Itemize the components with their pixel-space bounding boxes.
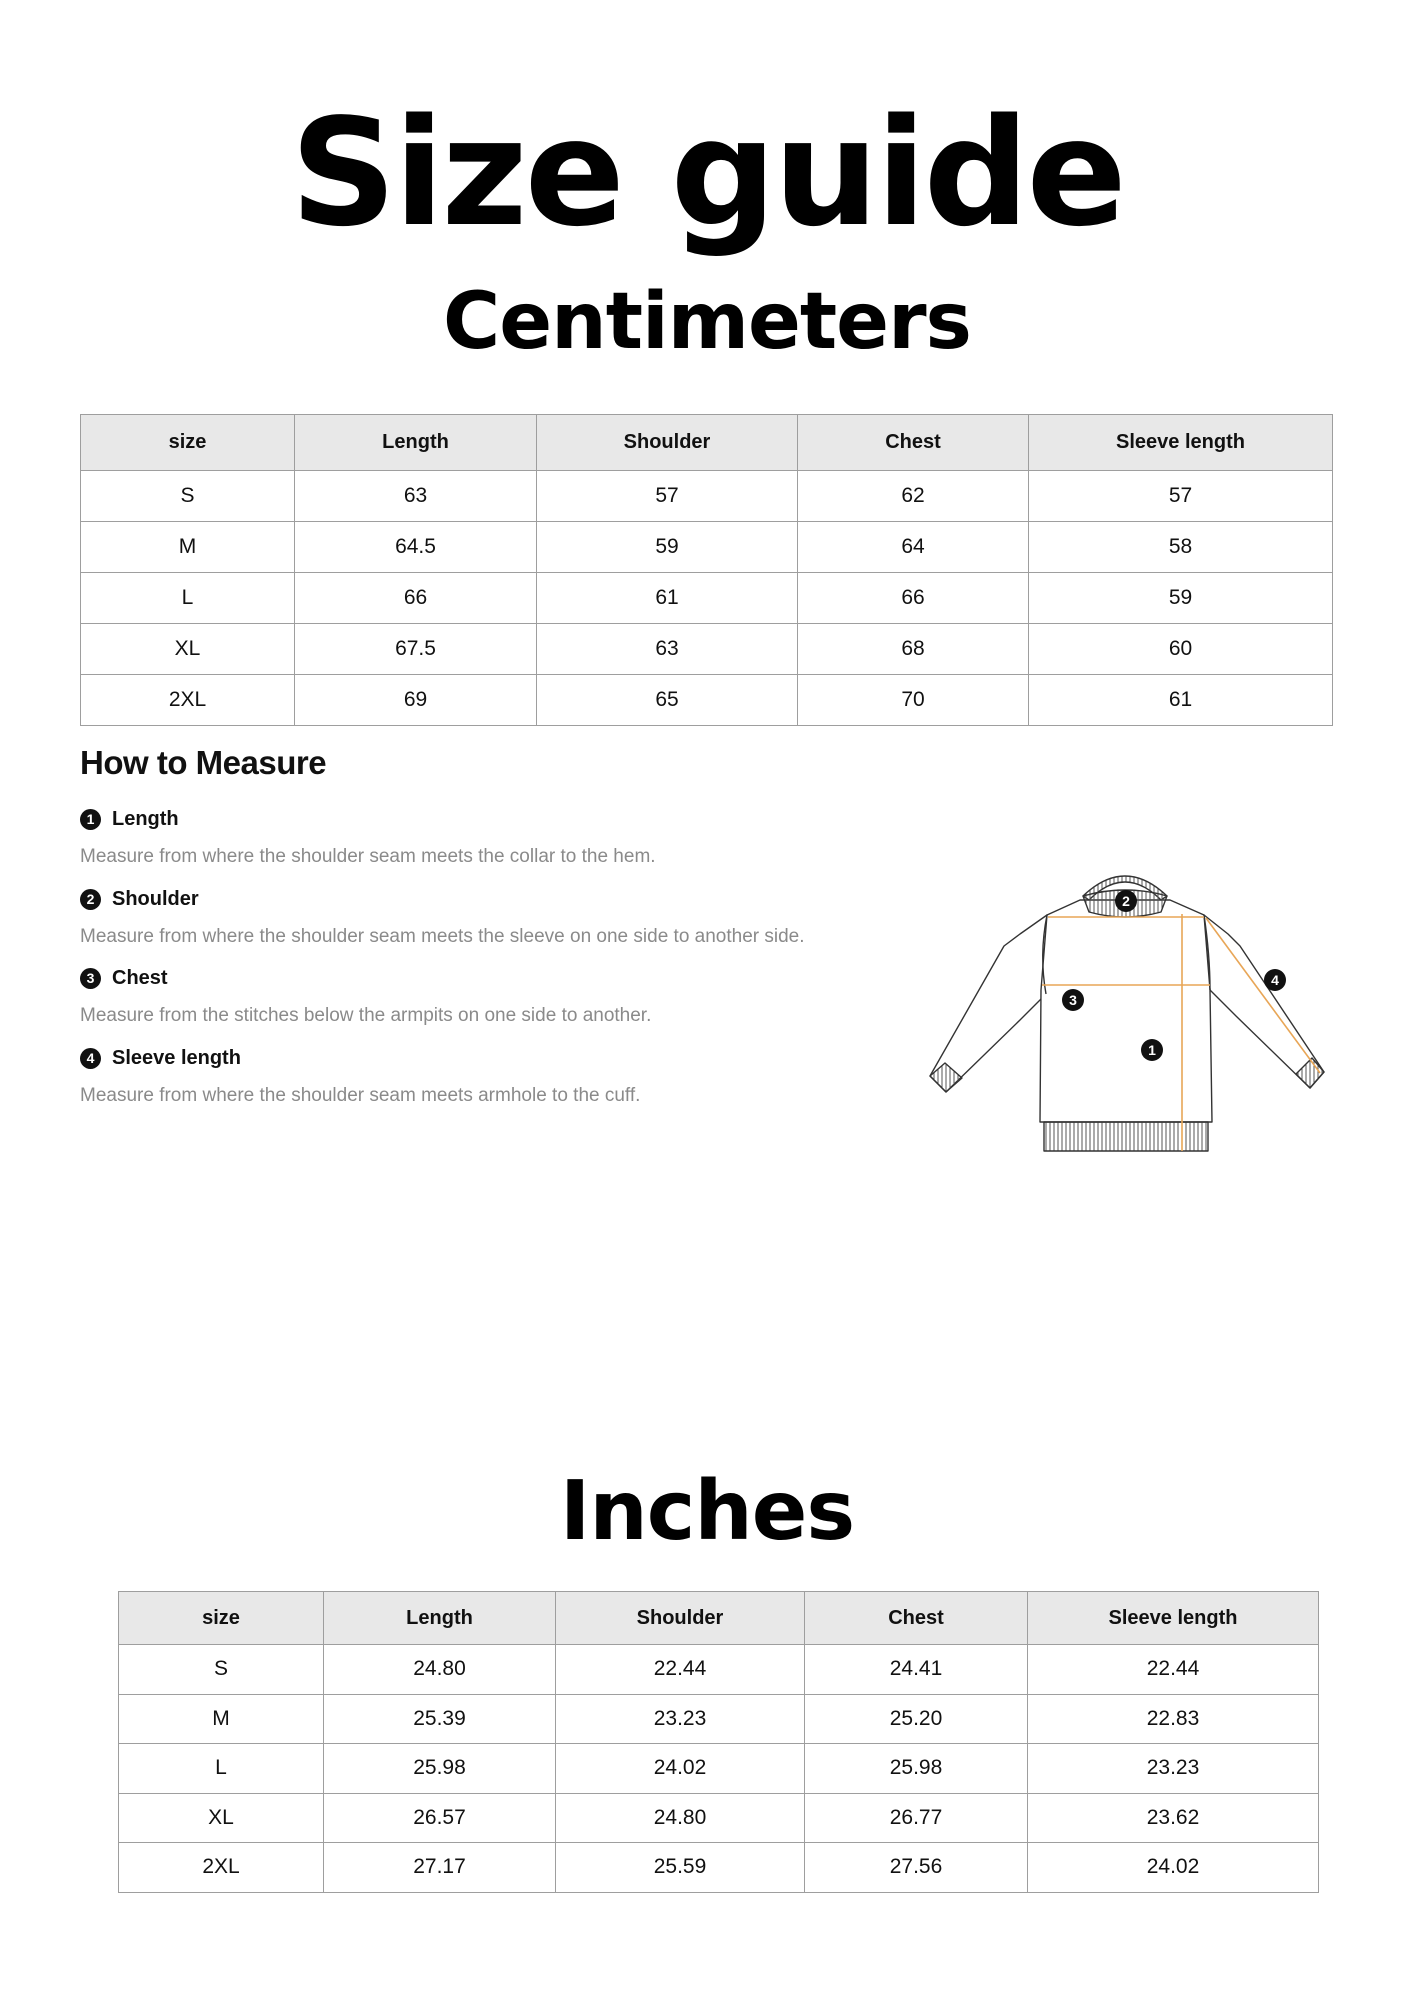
table-cell: 68: [798, 624, 1029, 675]
table-cell: 57: [1029, 471, 1333, 522]
measure-step-length: [80, 806, 900, 868]
table-cell: L: [119, 1744, 324, 1794]
table-cell: 57: [537, 471, 798, 522]
table-cell: L: [81, 573, 295, 624]
column-header-size: size: [81, 415, 295, 471]
table-cell: 58: [1029, 522, 1333, 573]
table-cell: 67.5: [295, 624, 537, 675]
table-cell: 65: [537, 675, 798, 726]
table-header-row: [119, 1592, 1319, 1645]
table-cell: 25.98: [805, 1744, 1028, 1794]
table-cell: S: [119, 1645, 324, 1695]
centimeters-heading: Centimeters: [443, 277, 971, 367]
column-header-length: Length: [324, 1592, 556, 1645]
number-2-icon: 2: [80, 889, 101, 910]
table-cell: 24.02: [1028, 1843, 1319, 1893]
table-cell: M: [119, 1694, 324, 1744]
table-cell: 2XL: [119, 1843, 324, 1893]
table-cell: 62: [798, 471, 1029, 522]
table-cell: 22.44: [556, 1645, 805, 1695]
table-header-row: [81, 415, 1333, 471]
table-cell: 66: [295, 573, 537, 624]
table-cell: 61: [537, 573, 798, 624]
table-cell: 59: [537, 522, 798, 573]
centimeters-size-table: [80, 414, 1333, 726]
column-header-chest: Chest: [805, 1592, 1028, 1645]
column-header-sleeve-length: Sleeve length: [1029, 415, 1333, 471]
svg-text:4: 4: [1271, 972, 1279, 988]
table-cell: 24.80: [556, 1793, 805, 1843]
table-cell: 23.23: [1028, 1744, 1319, 1794]
table-cell: 64.5: [295, 522, 537, 573]
step-description: Measure from where the shoulder seam meets armhole to the cuff.: [80, 1085, 641, 1106]
table-cell: 27.56: [805, 1843, 1028, 1893]
inches-size-table: [118, 1591, 1319, 1893]
table-cell: 25.20: [805, 1694, 1028, 1744]
table-cell: 70: [798, 675, 1029, 726]
column-header-sleeve-length: Sleeve length: [1028, 1592, 1319, 1645]
column-header-chest: Chest: [798, 415, 1029, 471]
table-cell: 23.23: [556, 1694, 805, 1744]
table-cell: 24.41: [805, 1645, 1028, 1695]
table-cell: 60: [1029, 624, 1333, 675]
table-cell: 2XL: [81, 675, 295, 726]
table-cell: 26.77: [805, 1793, 1028, 1843]
column-header-length: Length: [295, 415, 537, 471]
table-cell: 25.59: [556, 1843, 805, 1893]
table-cell: M: [81, 522, 295, 573]
marker-3-icon: [1062, 989, 1084, 1011]
measure-step-sleeve-length: [80, 1045, 900, 1107]
column-header-size: size: [119, 1592, 324, 1645]
marker-1-icon: [1141, 1039, 1163, 1061]
column-header-shoulder: Shoulder: [556, 1592, 805, 1645]
table-cell: 63: [295, 471, 537, 522]
table-cell: 66: [798, 573, 1029, 624]
table-cell: XL: [81, 624, 295, 675]
measure-step-shoulder: [80, 886, 900, 948]
table-cell: 26.57: [324, 1793, 556, 1843]
column-header-shoulder: Shoulder: [537, 415, 798, 471]
step-title: Shoulder: [112, 887, 199, 910]
table-cell: 23.62: [1028, 1793, 1319, 1843]
page-title: Size guide: [290, 87, 1124, 259]
table-cell: 24.02: [556, 1744, 805, 1794]
table-cell: 25.39: [324, 1694, 556, 1744]
step-description: Measure from the stitches below the armpits on one side to another.: [80, 1005, 652, 1026]
table-cell: S: [81, 471, 295, 522]
step-title: Sleeve length: [112, 1046, 241, 1069]
step-description: Measure from where the shoulder seam meets the collar to the hem.: [80, 846, 656, 867]
svg-text:1: 1: [1148, 1042, 1156, 1058]
table-cell: 59: [1029, 573, 1333, 624]
number-1-icon: 1: [80, 809, 101, 830]
table-row: [119, 1645, 1319, 1695]
marker-2-icon: [1115, 890, 1137, 912]
inches-heading: Inches: [559, 1464, 855, 1559]
step-title: Chest: [112, 966, 168, 989]
table-cell: 63: [537, 624, 798, 675]
marker-4-icon: [1264, 969, 1286, 991]
table-row: [81, 624, 1333, 675]
table-row: [119, 1843, 1319, 1893]
table-row: [81, 522, 1333, 573]
sweater-measure-diagram-icon: [920, 860, 1340, 1160]
table-row: [119, 1694, 1319, 1744]
how-to-measure-heading: How to Measure: [80, 744, 327, 781]
table-cell: XL: [119, 1793, 324, 1843]
table-cell: 27.17: [324, 1843, 556, 1893]
table-row: [81, 675, 1333, 726]
table-row: [119, 1793, 1319, 1843]
table-cell: 22.44: [1028, 1645, 1319, 1695]
table-row: [81, 573, 1333, 624]
table-cell: 64: [798, 522, 1029, 573]
table-cell: 69: [295, 675, 537, 726]
table-cell: 25.98: [324, 1744, 556, 1794]
svg-text:2: 2: [1122, 893, 1130, 909]
table-row: [119, 1744, 1319, 1794]
step-title: Length: [112, 807, 179, 830]
table-cell: 61: [1029, 675, 1333, 726]
table-cell: 24.80: [324, 1645, 556, 1695]
number-3-icon: 3: [80, 968, 101, 989]
number-4-icon: 4: [80, 1048, 101, 1069]
table-cell: 22.83: [1028, 1694, 1319, 1744]
table-row: [81, 471, 1333, 522]
svg-text:3: 3: [1069, 992, 1077, 1008]
measure-step-chest: [80, 965, 900, 1027]
step-description: Measure from where the shoulder seam meets the sleeve on one side to another side.: [80, 926, 805, 947]
